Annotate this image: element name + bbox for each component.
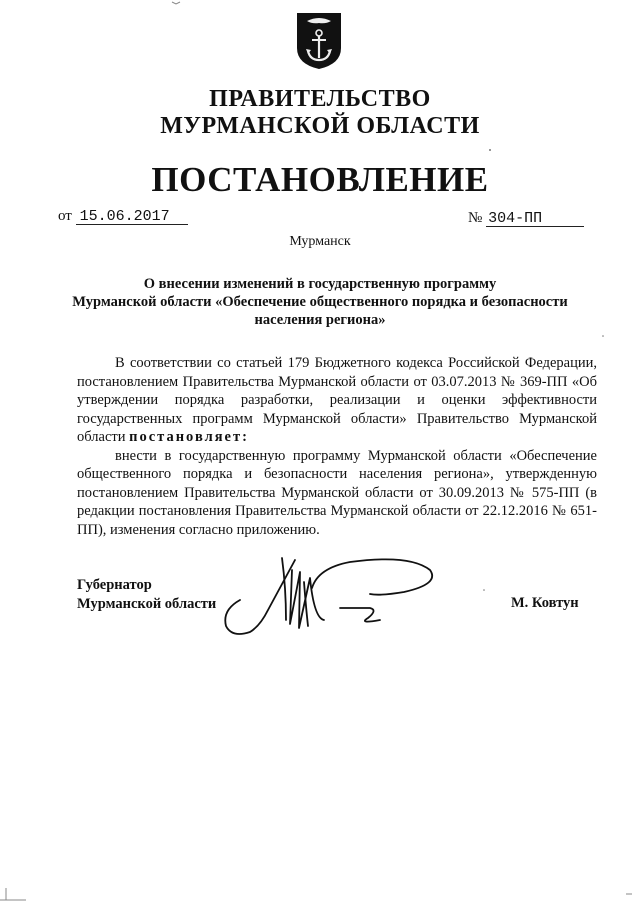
document-number-line	[468, 210, 584, 227]
preamble-text: В соответствии со статьей 179 Бюджетного кодекса Российской Федерации, постановлением Правительства Мурманской области от 03.07.2013 № 369-ПП «Об утверждении порядка разработки, реализации и оценки эффективности государственных программ Мурманской области» Правительство Мурманской области	[77, 355, 597, 445]
signer-title	[77, 576, 216, 614]
document-city: Мурманск	[289, 234, 351, 249]
government-title-line1: ПРАВИТЕЛЬСТВО	[209, 86, 431, 112]
signer-name: М. Ковтун	[511, 595, 579, 611]
subject-line: населения региона»	[254, 312, 386, 328]
murmansk-coat-of-arms-icon	[296, 12, 342, 70]
signer-title-line2: Мурманской области	[77, 596, 217, 612]
document-number: 304-ПП	[486, 211, 584, 227]
resolves-keyword: постановляет:	[129, 429, 249, 445]
number-prefix: №	[468, 210, 483, 226]
document-type-title: ПОСТАНОВЛЕНИЕ	[151, 160, 489, 199]
subject-line: О внесении изменений в государственную программу	[143, 276, 497, 292]
subject-line: Мурманской области «Обеспечение общественного порядка и безопасности	[72, 294, 568, 310]
government-title-line2: МУРМАНСКОЙ ОБЛАСТИ	[160, 113, 480, 139]
body-paragraph-1	[77, 354, 597, 447]
document-subject	[70, 275, 570, 329]
date-prefix: от	[58, 208, 72, 224]
document-date: 15.06.2017	[76, 209, 188, 225]
document-date-line	[58, 208, 188, 225]
body-paragraph-2: внести в государственную программу Мурманской области «Обеспечение общественного порядка и безопасности населения региона», утвержденную постановлением Правительства Мурманской области от 30.09.2013 № 575-ПП (в редакции постановления Правительства Мурманской области от 22.12.2016 № 651-ПП), изменения согласно приложению.	[77, 447, 597, 538]
handwritten-signature-icon	[220, 548, 440, 653]
signer-title-line1: Губернатор	[77, 577, 152, 593]
document-body	[77, 354, 597, 539]
